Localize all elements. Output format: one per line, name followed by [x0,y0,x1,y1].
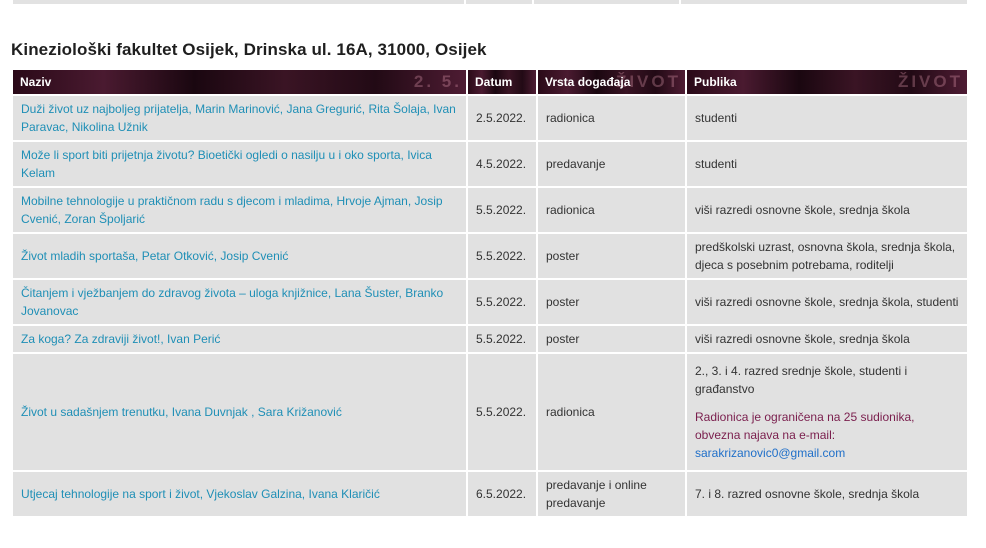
location-heading: Kineziološki fakultet Osijek, Drinska ul. 16A, 31000, Osijek [11,40,487,59]
event-date: 5.5.2022. [468,354,536,470]
event-title-link[interactable]: Duži život uz najboljeg prijatelja, Marin Marinović, Jana Gregurić, Rita Šolaja, Ivan Paravac, Nikolina Užnik [21,102,456,134]
event-title[interactable] [13,354,466,470]
event-type: predavanje i online predavanje [538,472,685,516]
event-title[interactable] [13,234,466,278]
event-audience: studenti [687,142,967,186]
event-audience: studenti [687,96,967,140]
table-row [13,188,967,232]
event-type: radionica [538,96,685,140]
header-decoration: 2. 5. [413,72,462,91]
event-title-link[interactable]: Život mladih sportaša, Petar Otković, Josip Cvenić [21,249,289,263]
event-type: poster [538,326,685,352]
event-type: poster [538,234,685,278]
event-title[interactable] [13,142,466,186]
event-audience: viši razredi osnovne škole, srednja škola [687,326,967,352]
event-date: 5.5.2022. [468,326,536,352]
column-header-datum: Datum [468,70,536,94]
event-type: predavanje [538,142,685,186]
event-title[interactable] [13,96,466,140]
table-row [13,96,967,140]
event-date: 5.5.2022. [468,188,536,232]
table-row [13,326,967,352]
event-title-link[interactable]: Život u sadašnjem trenutku, Ivana Duvnjak , Sara Križanović [21,405,342,419]
event-title-link[interactable]: Za koga? Za zdraviji život!, Ivan Perić [21,332,221,346]
event-title[interactable] [13,280,466,324]
event-audience: viši razredi osnovne škole, srednja škola [687,188,967,232]
table-header-row [13,70,967,94]
table-row [13,472,967,516]
event-date: 4.5.2022. [468,142,536,186]
event-title-link[interactable]: Mobilne tehnologije u praktičnom radu s djecom i mladima, Hrvoje Ajman, Josip Cvenić, Zoran Špoljarić [21,194,443,226]
event-date: 6.5.2022. [468,472,536,516]
event-type: radionica [538,354,685,470]
event-audience: predškolski uzrast, osnovna škola, srednja škola, djeca s posebnim potrebama, roditelji [687,234,967,278]
prev-cell [534,0,679,4]
audience-text: 2., 3. i 4. razred srednje škole, studenti i građanstvo [695,364,908,396]
event-title[interactable] [13,188,466,232]
contact-email[interactable]: sarakrizanovic0@gmail.com [695,446,846,460]
event-audience: 7. i 8. razred osnovne škole, srednja škola [687,472,967,516]
prev-cell [681,0,967,4]
event-title-link[interactable]: Utjecaj tehnologije na sport i život, Vjekoslav Galzina, Ivana Klaričić [21,487,380,501]
events-table [11,68,969,518]
registration-note: Radionica je ograničena na 25 sudionika, obvezna najava na e-mail: [695,410,915,442]
event-type: radionica [538,188,685,232]
event-date: 5.5.2022. [468,234,536,278]
event-date: 2.5.2022. [468,96,536,140]
event-title-link[interactable]: Čitanjem i vježbanjem do zdravog života – uloga knjižnice, Lana Šuster, Branko Jovanovac [21,286,444,318]
header-decoration: ŽIVOT [897,72,963,91]
table-row [13,142,967,186]
table-row [13,280,967,324]
event-title-link[interactable]: Može li sport biti prijetnja životu? Bioetički ogledi o nasilju u i oko sporta, Ivica Kelam [21,148,432,180]
event-title[interactable] [13,472,466,516]
event-title[interactable] [13,326,466,352]
column-header-naziv: 2. 5. Naziv [13,70,466,94]
prev-cell [13,0,464,4]
header-decoration: ŽIVOT [615,72,681,91]
table-row [13,354,967,470]
column-header-vrsta: ŽIVOT Vrsta događaja [538,70,685,94]
event-type: poster [538,280,685,324]
previous-table-bottom [11,0,969,4]
column-header-publika: ŽIVOT Publika [687,70,967,94]
prev-cell [466,0,532,4]
event-audience: viši razredi osnovne škole, srednja škola, studenti [687,280,967,324]
event-date: 5.5.2022. [468,280,536,324]
table-row [13,234,967,278]
event-audience [687,354,967,470]
